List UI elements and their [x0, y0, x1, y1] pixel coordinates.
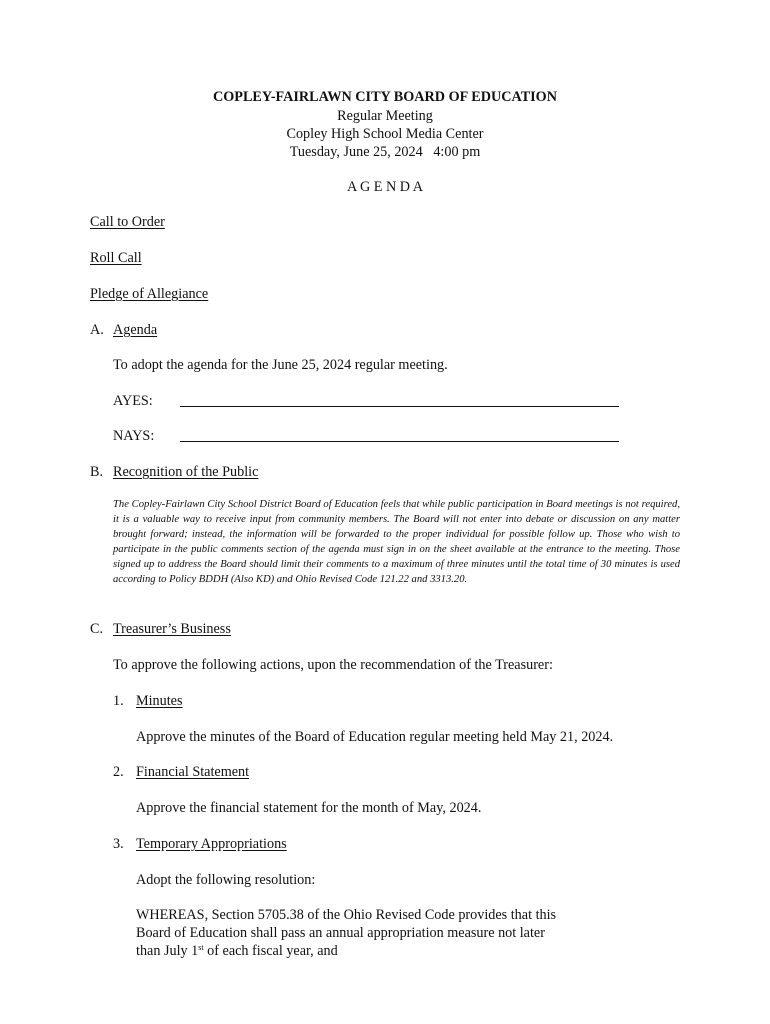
nays-blank-line	[180, 441, 619, 442]
item-2-heading	[113, 764, 249, 781]
ayes-blank-line	[180, 406, 619, 407]
item-1-title: Minutes	[136, 693, 183, 709]
section-c-intro: To approve the following actions, upon the recommendation of the Treasurer:	[113, 657, 553, 673]
roll-call: Roll Call	[90, 250, 142, 266]
agenda-heading: A G E N D A	[346, 179, 424, 195]
item-1-heading	[113, 693, 183, 710]
public-participation-policy: The Copley-Fairlawn City School District Board of Education feels that while public participation in Board meetings is not required, it is a valuable way to receive input from community members. The Board will not enter into debate or discussion on any matter brought forward; instead, the information will be forwarded to the proper individual for possible follow up. Those who wish to participate in the public comments section of the agenda must sign in on the sheet available at the entrance to the meeting. Those signed up to address the Board should limit their comments to a maximum of three minutes until the total time of 30 minutes is used according to Policy BDDH (Also KD) and Ohio Revised Code 121.22 and 3313.20.	[113, 499, 680, 585]
item-1-number: 1.	[113, 693, 124, 709]
item-2-number: 2.	[113, 764, 124, 780]
ayes-label: AYES:	[113, 393, 153, 409]
section-c-title: Treasurer’s Business	[113, 621, 231, 637]
item-1-text: Approve the minutes of the Board of Education regular meeting held May 21, 2024.	[136, 729, 614, 745]
section-a-heading	[90, 322, 157, 339]
call-to-order: Call to Order	[90, 214, 165, 230]
whereas-line-3-start: than July 1	[136, 943, 199, 959]
pledge-of-allegiance: Pledge of Allegiance	[90, 286, 209, 302]
whereas-line-1: WHEREAS, Section 5705.38 of the Ohio Revised Code provides that this	[136, 907, 557, 923]
section-a-marker: A.	[90, 322, 104, 338]
whereas-line-3	[136, 943, 338, 960]
ordinal-suffix: st	[198, 943, 204, 952]
section-b-marker: B.	[90, 464, 104, 480]
section-b-heading	[90, 464, 258, 481]
section-c-marker: C.	[90, 621, 104, 637]
item-2-title: Financial Statement	[136, 764, 250, 780]
meeting-location: Copley High School Media Center	[286, 126, 484, 142]
item-3-heading	[113, 836, 287, 853]
section-a-title: Agenda	[113, 322, 158, 338]
document-title: COPLEY-FAIRLAWN CITY BOARD OF EDUCATION	[213, 89, 557, 105]
item-3-number: 3.	[113, 836, 124, 852]
item-2-text: Approve the financial statement for the month of May, 2024.	[136, 800, 482, 816]
whereas-line-3-end: of each fiscal year, and	[203, 943, 338, 959]
section-b-title: Recognition of the Public	[113, 464, 259, 480]
item-3-text: Adopt the following resolution:	[136, 872, 316, 888]
meeting-datetime: Tuesday, June 25, 2024 4:00 pm	[289, 144, 481, 160]
nays-label: NAYS:	[113, 428, 155, 444]
section-a-text: To adopt the agenda for the June 25, 2024 regular meeting.	[113, 357, 448, 373]
whereas-line-2: Board of Education shall pass an annual appropriation measure not later	[136, 925, 545, 941]
section-c-heading	[90, 621, 231, 638]
meeting-type: Regular Meeting	[337, 108, 433, 124]
item-3-title: Temporary Appropriations	[136, 836, 287, 852]
